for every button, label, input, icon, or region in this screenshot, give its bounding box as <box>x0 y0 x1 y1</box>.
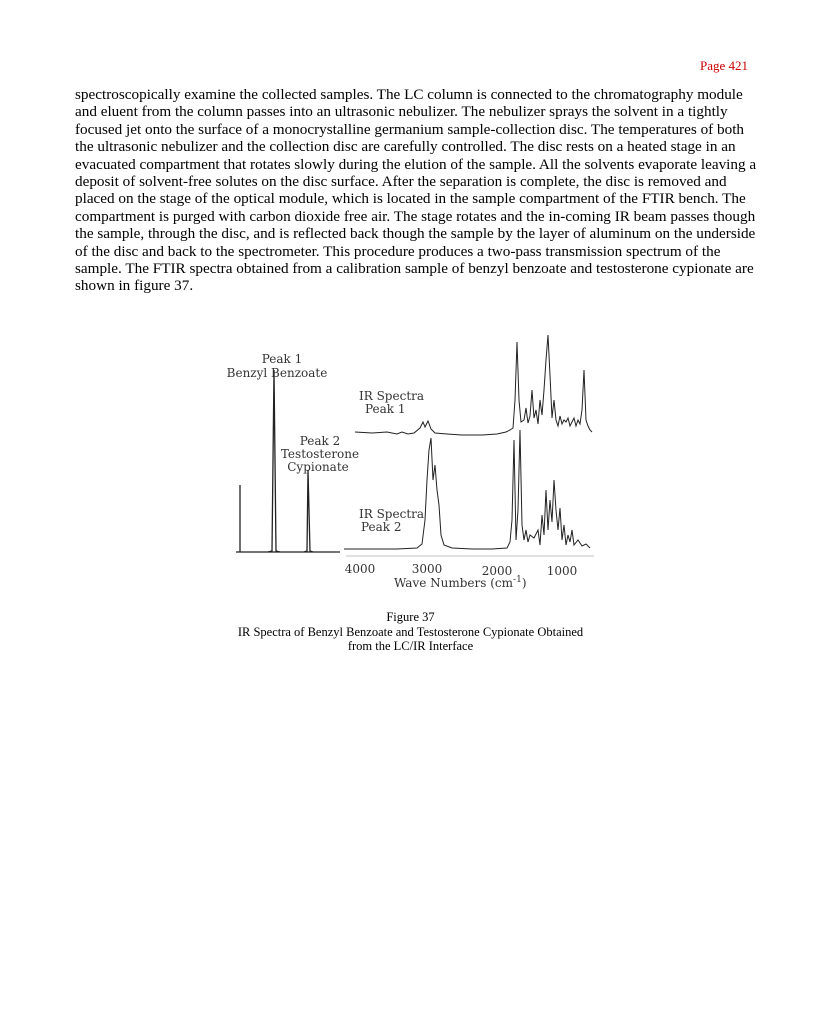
x-tick-2000: 2000 <box>481 564 513 578</box>
x-tick-1000: 1000 <box>546 564 578 578</box>
figure-caption <box>0 610 821 654</box>
ir-spectra-1-label-line1: IR Spectra <box>359 389 425 403</box>
caption-line-2: from the LC/IR Interface <box>347 639 474 653</box>
peak-2-label-line1: Peak 2 <box>299 434 341 448</box>
figure-37 <box>222 330 602 592</box>
peak-1-label-line2: Benzyl Benzoate <box>226 366 328 380</box>
ir-spectra-2-label-line2: Peak 2 <box>361 520 402 534</box>
x-tick-4000: 4000 <box>344 562 376 576</box>
x-tick-3000: 3000 <box>411 562 443 576</box>
body-paragraph: spectroscopically examine the collected samples. The LC column is connected to the chromatography module and eluent from the column passes into an ultrasonic nebulizer. The nebulizer sprays the solvent in a tightly focused jet onto the surface of a monocrystalline germanium sample-collection disc. The temperatures of both the ultrasonic nebulizer and the collection disc are carefully controlled. The disc rests on a heated stage in an evacuated compartment that rotates slowly during the elution of the sample. All the solvents evaporate leaving a deposit of solvent-free solutes on the disc surface. After the separation is complete, the disc is removed and placed on the stage of the optical module, which is located in the sample compartment of the FTIR bench. The compartment is purged with carbon dioxide free air. The stage rotates and the in-coming IR beam passes though the sample, through the disc, and is reflected back though the sample by the layer of aluminum on the underside of the disc and back to the spectrometer. This procedure produces a two-pass transmission spectrum of the sample. The FTIR spectra obtained from a calibration sample of benzyl benzoate and testosterone cypionate are shown in figure 37. <box>75 86 757 295</box>
x-axis <box>345 556 594 590</box>
chromatogram-peak-1 <box>268 370 280 552</box>
caption-title: Figure 37 <box>386 610 435 624</box>
peak-1-label-line1: Peak 1 <box>261 352 303 366</box>
ir-spectra-2-label-line1: IR Spectra <box>359 507 425 521</box>
peak-2-label-line2: Testosterone <box>280 447 360 461</box>
page-number: Page 421 <box>699 58 748 73</box>
ir-spectrum-1-trace <box>355 335 592 435</box>
caption-line-1: IR Spectra of Benzyl Benzoate and Testosterone Cypionate Obtained <box>237 624 584 639</box>
figure-graphic <box>222 330 602 592</box>
peak-2-label-line3: Cypionate <box>287 460 349 474</box>
ir-spectra-1-label-line2: Peak 1 <box>365 402 406 416</box>
chromatogram-peak-2 <box>304 470 313 552</box>
x-axis-label: Wave Numbers $(cm^{-1})$ <box>394 575 527 590</box>
